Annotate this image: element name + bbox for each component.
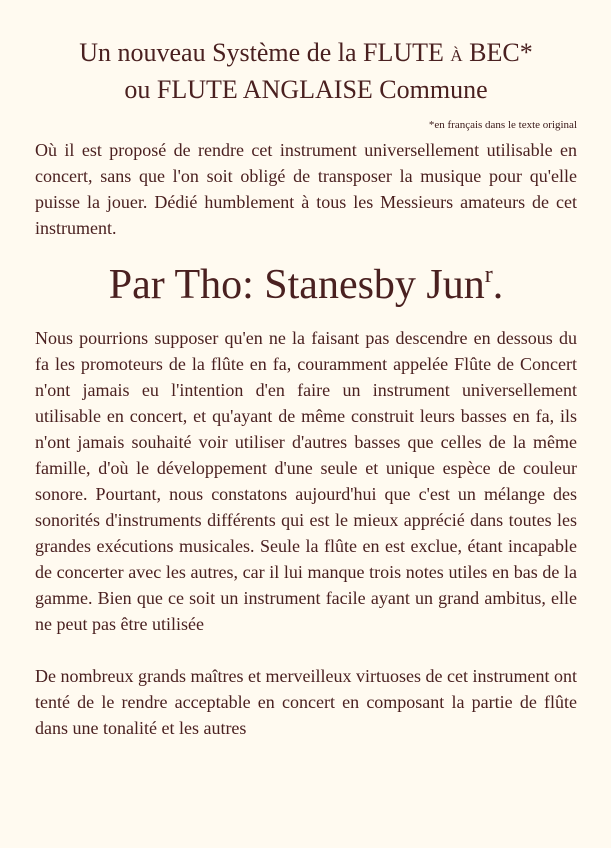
intro-paragraph: Où il est proposé de rendre cet instrument universellement utilisable en concert, sans que l'on soit obligé de transposer la musique pour qu'elle puisse la jouer. Dédié humblement à tous les Messieurs amateurs de cet instrument.	[35, 140, 577, 238]
author-name: Par Tho: Stanesby Jun	[108, 262, 485, 308]
title-line-1-start: Un nouveau Système de la FLUTE	[79, 38, 451, 67]
translation-footnote: *en français dans le texte original	[428, 119, 577, 131]
author-heading	[35, 259, 577, 311]
title-small-a: À	[450, 46, 463, 65]
author-superscript: r	[484, 262, 493, 288]
document-title	[35, 36, 577, 107]
body-paragraph-2: De nombreux grands maîtres et merveilleux virtuoses de cet instrument ont tenté de le rendre acceptable en concert en composant la partie de flûte dans une tonalité et les autres	[35, 666, 577, 738]
document-page	[0, 36, 611, 848]
title-line-2: ou FLUTE ANGLAISE Commune	[124, 75, 488, 104]
title-line-1	[79, 38, 533, 67]
author-period: .	[492, 262, 504, 308]
title-line-1-end: BEC*	[462, 38, 533, 67]
body-paragraph-1: Nous pourrions supposer qu'en ne la faisant pas descendre en dessous du fa les promoteurs de la flûte en fa, couramment appelée Flûte de Concert n'ont jamais eu l'intention d'en faire un instrument universellement utilisable en concert, et qu'ayant de même construit leurs basses en fa, ils n'ont jamais souhaité voir utiliser d'autres basses que celles de la même famille, d'où le développement d'une seule et unique espèce de couleur sonore. Pourtant, nous constatons aujourd'hui que c'est un mélange des sonorités d'instruments différents qui est le mieux apprécié dans toutes les grandes exécutions musicales. Seule la flûte en est exclue, étant incapable de concerter avec les autres, car il lui manque trois notes utiles en bas de la gamme. Bien que ce soit un instrument facile ayant un grand ambitus, elle ne peut pas être utilisée	[35, 328, 577, 634]
